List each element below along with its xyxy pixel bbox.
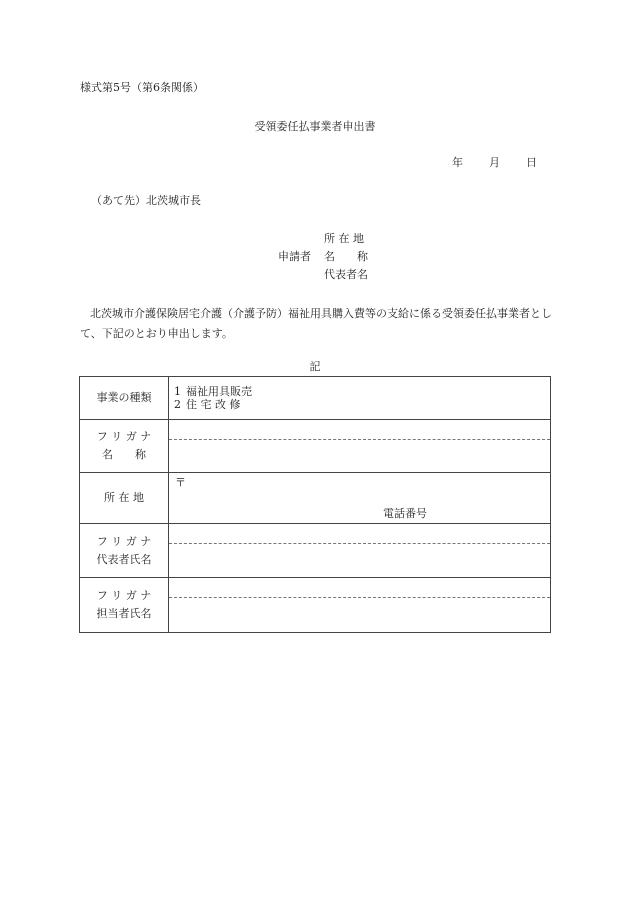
business-type-option: 2 住 宅 改 修: [174, 398, 241, 411]
details-table: [79, 376, 551, 633]
table-row-contact: [80, 578, 551, 633]
business-name-field[interactable]: [169, 440, 550, 472]
address-label: 所 在 地: [80, 473, 169, 524]
date-month: 月: [489, 156, 500, 169]
representative-field[interactable]: [169, 544, 550, 577]
table-row-representative: [80, 524, 551, 578]
applicant-role: 申請者: [278, 250, 311, 263]
applicant-address-label: 所 在 地: [324, 232, 364, 245]
body-text: 北茨城市介護保険居宅介護（介護予防）福祉用具購入費等の支給に係る受領委任払事業者として、下記のとおり申出します。: [80, 307, 552, 340]
addressee: （あて先）北茨城市長: [91, 194, 201, 207]
date-year: 年: [452, 156, 463, 169]
contact-furigana-field[interactable]: [169, 578, 550, 598]
contact-name-label: 担当者氏名: [96, 607, 152, 620]
date-day: 日: [526, 156, 537, 169]
contact-field[interactable]: [169, 598, 550, 632]
contact-value[interactable]: [169, 578, 551, 633]
applicant-representative-label: 代表者名: [324, 268, 368, 281]
business-name-furigana-field[interactable]: [169, 420, 550, 440]
document-title: 受領委任払事業者申出書: [254, 120, 376, 133]
table-row-business-name: [80, 420, 551, 473]
business-type-label: 事業の種類: [80, 377, 169, 420]
representative-furigana-field[interactable]: [169, 524, 550, 544]
applicant-block: [278, 232, 368, 286]
ki-heading: 記: [309, 360, 321, 373]
phone-label: 電話番号: [383, 507, 427, 520]
business-type-options: [169, 377, 551, 420]
date-line: [452, 156, 537, 170]
business-type-option: 1 福祉用具販売: [174, 385, 252, 398]
representative-name-label: 代表者氏名: [96, 552, 152, 566]
table-row-address: [80, 473, 551, 524]
business-name-label: [80, 420, 169, 473]
representative-label: [80, 524, 169, 578]
business-name-name-label: 名 称: [102, 448, 146, 461]
business-name-furigana-label: フ リ ガ ナ: [96, 430, 152, 443]
contact-furigana-label: フ リ ガ ナ: [96, 589, 152, 602]
business-name-value[interactable]: [169, 420, 551, 473]
address-value[interactable]: [169, 473, 551, 524]
representative-value[interactable]: [169, 524, 551, 578]
representative-furigana-label: フ リ ガ ナ: [96, 534, 152, 548]
table-row-business-type: [80, 377, 551, 420]
applicant-name-label: 名 称: [324, 250, 368, 263]
postal-mark: 〒: [175, 476, 186, 489]
form-number: 様式第5号（第6条関係）: [80, 81, 204, 94]
contact-label: [80, 578, 169, 633]
